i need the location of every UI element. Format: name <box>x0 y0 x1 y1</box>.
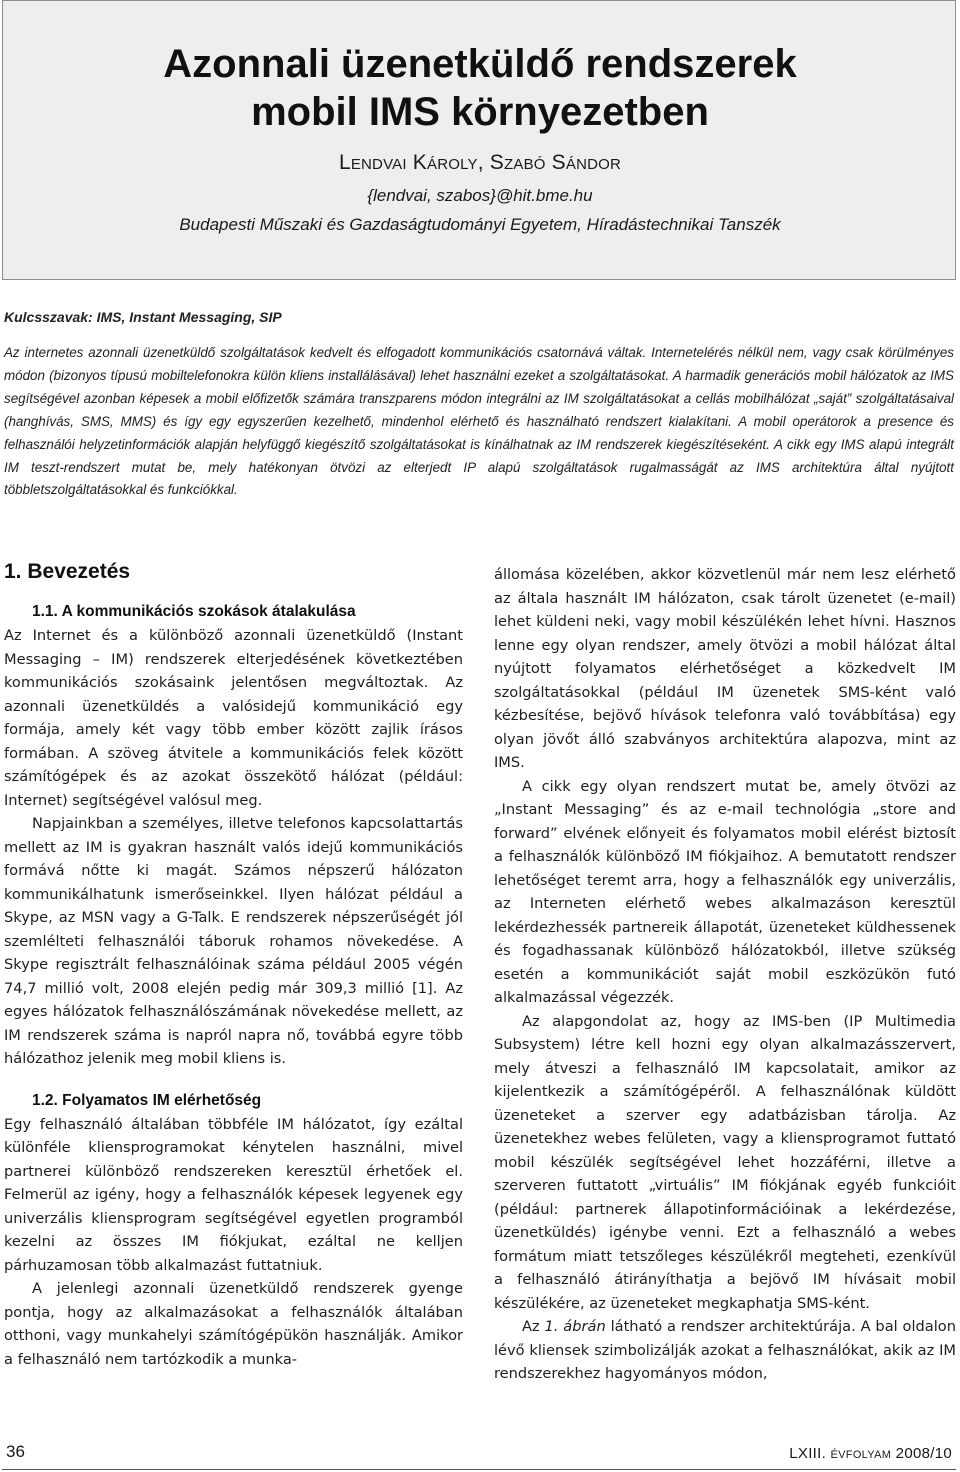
text-run: Az <box>522 1318 545 1335</box>
authors: Lendvai Károly, Szabó Sándor <box>338 151 622 174</box>
footer-rule <box>2 1469 956 1470</box>
paragraph: Az Internet és a különböző azonnali üzenetküldő (Instant Messaging – IM) rendszerek elterjedésének következtében kommunikációs szokásaink jelentősen megváltoztak. Az azonnali üzenetküldés a valósidejű kommunikáció egy formája, amely két vagy több ember között zajlik írásos formában. A szöveg átvitele a kommunikációs felek között számítógépek és az azokat összekötő hálózat (például: Internet) segítségével valósul meg. <box>4 627 463 809</box>
keywords: Kulcsszavak: IMS, Instant Messaging, SIP <box>4 309 282 325</box>
left-column <box>4 558 463 1371</box>
paragraph: A jelenlegi azonnali üzenetküldő rendszerek gyenge pontja, hogy az alkalmazásokat a felhasználók általában otthoni, vagy munkahelyi számítógépükön használják. Amikor a felhasználó nem tartózkodik a munka- <box>4 1280 463 1368</box>
title-line-1: Azonnali üzenetküldő rendszerek <box>163 42 797 86</box>
subsection-heading-1-2: 1.2. Folyamatos IM elérhetőség <box>32 1091 262 1109</box>
text-run: látható a rendszer architektúrája. A bal oldalon lévő kliensek szimbolizálják azokat a felhasználókat, akik az IM rendszerekhez hagyományos módon, <box>494 1318 956 1382</box>
abstract: Az internetes azonnali üzenetküldő szolgáltatások kedvelt és elfogadott kommunikációs csatornává váltak. Internetelérés nélkül nem, vagy csak körülményes módon (bizonyos típusú mobiltelefonokra külön kliens installálásával) lehet használni ezeket a szolgáltatásokat. A harmadik generációs mobil hálózatok az IMS segítségével azonban képesek a mobil előfizetők számára transzparens módon integrálni az IM szolgáltatásokat a cellás mobilhálózat „saját” szolgáltatásaival (hanghívás, SMS, MMS) és így egy egyszerűen kezelhető, mindenhol elérhető és használható rendszert kialakítani. A mobil operátorok a presence és felhasználói helyzetinformációk alapján helyfüggő kiegészítő szolgáltatásokat is kínálhatnak az IM rendszerek kiegészítéseként. A cikk egy IMS alapú integrált IM teszt-rendszert mutat be, mely hatékonyan ötvözi az elterjedt IP alapú szolgáltatások rugalmasságát az IMS architektúra által nyújtott többletszolgáltatásokkal és funkciókkal. <box>4 345 954 498</box>
section-heading-introduction: 1. Bevezetés <box>4 560 131 583</box>
page-number: 36 <box>6 1442 25 1461</box>
journal-issue: LXIII. évfolyam 2008/10 <box>789 1445 952 1462</box>
paragraph: Napjainkban a személyes, illetve telefonos kapcsolattartás mellett az IM is gyakran használt valós idejű kommunikációs formává nőtte ki magát. Számos népszerű hálózaton kommunikálhatunk ismerőseinkkel. Ilyen hálózat például a Skype, az MSN vagy a G-Talk. E rendszerek népszerűségét jól szemlélteti felhasználói táboruk rohamos növekedése. A Skype regisztrált felhasználóinak száma például 2005 végén 74,7 millió volt, 2008 elején pedig már 309,3 millió [1]. Az egyes hálózatok felhasználószámának növekedése mellett, az IM rendszerek száma is napról napra nő, továbbá egyre több hálózathoz jelenik meg mobil kliens is. <box>4 815 463 1067</box>
subsection-heading-1-1: 1.1. A kommunikációs szokások átalakulása <box>32 603 356 620</box>
paragraph <box>494 1315 956 1386</box>
paragraph: Egy felhasználó általában többféle IM hálózatot, így ezáltal különféle kliensprogramokat kénytelen használni, mivel partnerei különböző rendszereken keresztül érhetőek el. Felmerül az igény, hogy a felhasználók képesek legyenek egy univerzális kliensprogram segítségével egyetlen programból kezelni az összes IM fiókjukat, ezáltal ne kelljen párhuzamosan több alkalmazást futtatniuk. <box>4 1115 463 1274</box>
author-email: {lendvai, szabos}@hit.bme.hu <box>367 186 593 205</box>
paragraph: A cikk egy olyan rendszert mutat be, amely ötvözi az „Instant Messaging” és az e-mail technológia „store and forward” elvének előnyeit és folyamatos mobil elérést biztosít a felhasználók különböző IM fiókjaihoz. A bemutatott rendszer lehetőséget teremt arra, hogy a felhasználók egy univerzális, az Interneten elérhető webes alkalmazáson keresztül lekérdezhessék partnereik állapotát, üzeneteket küldhessenek és fogadhassanak különböző hálózatokból, illetve szükség esetén a kommunikációt saját mobil eszközükön futó alkalmazással végezzék. <box>494 777 956 1006</box>
article-title <box>0 40 960 136</box>
paragraph: Az alapgondolat az, hogy az IMS-ben (IP Multimedia Subsystem) létre kell hozni egy olyan alkalmazásszervert, mely átveszi a felhasználó IM kapcsolatait, amikor az kijelentkezik a számítógépéről. A felhasználónak küldött üzeneteket a szerver egy adatbázisban tárolja. Az üzenetekhez webes felületen, vagy a kliensprogramot futtató mobil készülék segítségével lehet hozzáférni, illetve a szerveren futtatott „virtuális” IM fiókjának egyéb funkcióit (például: partnerek állapotinformációinak a lekérdezése, üzenetküldés) igénybe venni. Ezt a felhasználó a webes formátum miatt tetszőleges készülékről megteheti, ezenkívül a felhasználó átirányíthatja a bejövő IM hívásait mobil készülékére, az üzeneteket megkaphatja SMS-ként. <box>494 1012 956 1312</box>
title-line-2: mobil IMS környezetben <box>251 90 709 134</box>
right-column <box>494 563 956 1386</box>
paragraph: állomása közelében, akkor közvetlenül már nem lesz elérhető az általa használt IM hálózaton, csak tárolt üzenetet (e-mail) lehet küldeni neki, vagy mobil készülékén lehet hívni. Hasznos lenne egy olyan rendszer, amely ötvözi a mobil hálózat által nyújtott folyamatos elérhetőséget a közkedvelt IM szolgáltatásokkal (például IM üzenetek SMS-ként való kézbesítése, bejövő hívások telefonra való továbbítása) egy olyan jövőt álló szabványos architektúra alapozva, mint az IMS. <box>494 566 956 771</box>
affiliation: Budapesti Műszaki és Gazdaságtudományi Egyetem, Híradástechnikai Tanszék <box>179 215 781 234</box>
figure-reference: 1. ábrán <box>544 1318 606 1335</box>
